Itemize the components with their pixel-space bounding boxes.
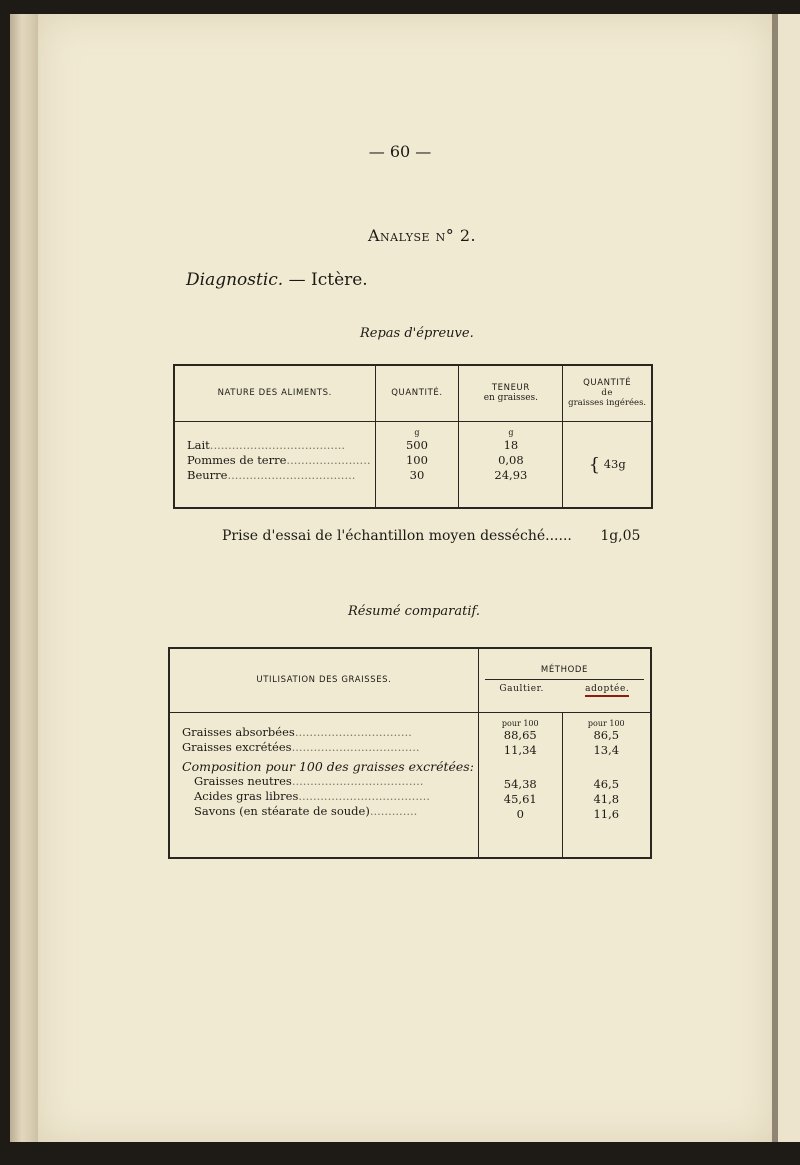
diagnostic-label: Diagnostic. [186, 270, 284, 290]
t1-names-cell [174, 421, 375, 508]
unit-g: g [508, 427, 514, 437]
total-value: 43g [603, 456, 626, 471]
pour100-label: pour 100 [501, 718, 539, 728]
table-cell: 18 [503, 437, 519, 452]
header-nature: NATURE DES ALIMENTS. [217, 388, 332, 399]
prise-essai-label: Prise d'essai de l'échantillon moyen desséché [222, 528, 546, 544]
header-qg-line3: graisses ingérées. [568, 398, 647, 409]
t2-gaultier-cell [478, 712, 562, 858]
repas-table [173, 364, 653, 509]
resume-table [168, 647, 652, 859]
header-methode: MÉTHODE [540, 665, 589, 675]
analyse-title: Analyse n° 2. [368, 226, 477, 245]
table-cell: 500 [405, 437, 428, 452]
table-row-label: Savons (en stéarate de soude)............. [194, 803, 418, 818]
table-cell: 41,8 [593, 791, 620, 806]
table-row-label: Pommes de terre....................... [187, 452, 371, 467]
table-cell: 46,5 [593, 776, 620, 791]
prise-essai-line: Prise d'essai de l'échantillon moyen desséché...... 1g,05 [222, 528, 641, 544]
header-qg-line2: de [601, 388, 613, 399]
repas-title: Repas d'épreuve. [360, 326, 474, 341]
header-adoptee: adoptée. [585, 684, 629, 697]
header-qg-line1: QUANTITÉ [583, 378, 632, 389]
header-teneur [459, 365, 563, 421]
table-row-label: Graisses excrétées................................... [182, 739, 420, 754]
composition-title: Composition pour 100 des graisses excrétées: [182, 758, 474, 774]
table-cell: 11,34 [503, 742, 537, 757]
table-row-label: Graisses absorbées................................ [182, 724, 412, 739]
pour100-label: pour 100 [587, 718, 625, 728]
header-gaultier: Gaultier. [499, 684, 545, 694]
table-cell: 0 [516, 806, 524, 821]
header-quantite: QUANTITÉ. [375, 365, 459, 421]
table-cell: 0,08 [498, 452, 524, 467]
t1-teneur-cell [459, 421, 563, 508]
unit-g: g [414, 427, 420, 437]
table-cell: 24,93 [494, 467, 528, 482]
header-utilisation: UTILISATION DES GRAISSES. [256, 675, 392, 686]
prise-essai-value: 1g,05 [600, 528, 641, 544]
resume-title: Résumé comparatif. [348, 604, 481, 619]
t2-labels-cell [169, 712, 478, 858]
header-teneur-line2: en graisses. [483, 393, 539, 404]
header-teneur-line1: TENEUR [491, 383, 530, 394]
table-cell: 100 [405, 452, 428, 467]
t1-quantite-cell [375, 421, 459, 508]
table-cell: 54,38 [503, 776, 537, 791]
next-page-sliver [778, 14, 800, 1142]
table-cell: 11,6 [593, 806, 620, 821]
table-cell: 30 [409, 467, 425, 482]
table-row-label: Graisses neutres.................................... [194, 773, 424, 788]
header-adoptee-wrap [564, 684, 650, 697]
diagnostic-text: — Ictère. [283, 270, 368, 290]
table-cell: 88,65 [503, 727, 537, 742]
page-number: — 60 — [368, 142, 432, 161]
table-row-label: Acides gras libres.................................... [194, 788, 430, 803]
book-binding [10, 14, 40, 1142]
table-cell: 13,4 [593, 742, 620, 757]
table-cell: 86,5 [593, 727, 620, 742]
diagnostic-line [186, 270, 368, 290]
table-row-label: Beurre................................... [187, 467, 356, 482]
book-page [38, 14, 772, 1142]
header-quantite-graisses [563, 365, 652, 421]
table-row-label: Lait..................................... [187, 437, 346, 452]
header-methode-group [478, 648, 651, 712]
t1-total-cell: { 43g [563, 421, 652, 508]
t2-adoptee-cell [562, 712, 651, 858]
table-cell: 45,61 [503, 791, 537, 806]
